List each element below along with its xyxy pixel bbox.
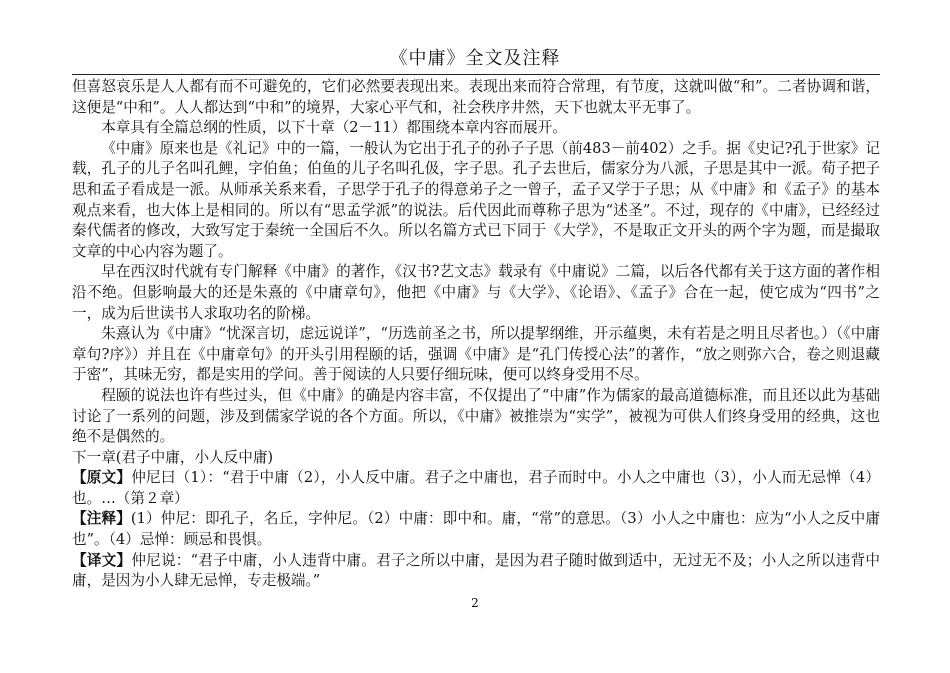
original-text-tag: 【原文】 <box>72 469 132 487</box>
next-chapter-heading: 下一章(君子中庸，小人反中庸) <box>72 448 274 466</box>
paragraph-4: 早在西汉时代就有专门解释《中庸》的著作，《汉书?艺文志》载录有《中庸说》二篇，以后各代都有关于这方面的著作相沿不绝。但影响最大的还是朱熹的《中庸章句》，他把《中庸》与《大学》、《论语》、《孟子》合在一起，使它成为“四书”之一，成为后世读书人求取功名的阶梯。 <box>72 263 880 322</box>
annotation-tag: 【注释】 <box>72 510 131 528</box>
paragraph-3: 《中庸》原来也是《礼记》中的一篇，一般认为它出于孔子的孙子子思（前483－前402）之手。据《史记?孔于世家》记载，孔子的儿子名叫孔鲤，字伯鱼；伯鱼的儿子名叫孔伋，字子思。孔子去世后，儒家分为八派，子思是其中一派。荀子把子思和孟子看成是一派。从师承关系来看，子思学于孔子的得意弟子之一曾子，孟子又学于子思；从《中庸》和《孟子》的基本观点来看，也大体上是相同的。所以有“思孟学派”的说法。后代因此而尊称子思为“述圣”。不过，现存的《中庸》，已经经过秦代儒者的修改，大致写定于秦统一全国后不久。所以名篇方式已下同于《大学》，不是取正文开头的两个字为题，而是撮取文章的中心内容为题了。 <box>72 139 880 260</box>
paragraph-5: 朱熹认为《中庸》“忧深言切，虑远说详”，“历选前圣之书，所以提挈纲维，开示蕴奥，未有若是之明且尽者也。）（《中庸章句?序》）并且在《中庸章句》的开头引用程颐的话，强调《中庸》是“孔门传授心法”的著作，“放之则弥六合，卷之则退藏于密”，其味无穷，都是实用的学问。善于阅读的人只要仔细玩味，便可以终身受用不尽。 <box>72 325 880 384</box>
translation-tag: 【译文】 <box>72 551 132 569</box>
annotation-section <box>72 509 880 550</box>
page-number: 2 <box>471 596 479 610</box>
translation-section <box>72 551 880 592</box>
paragraph-2: 本章具有全篇总纲的性质，以下十章（2－11）都围绕本章内容而展开。 <box>101 119 567 137</box>
document-title: 《中庸》全文及注释 <box>389 48 561 69</box>
translation-content: 仲尼说：“君子中庸，小人违背中庸。君子之所以中庸，是因为君子随时做到适中，无过无不及；小人之所以违背中庸，是因为小人肆无忌惮，专走极端。” <box>72 551 880 590</box>
original-text-section <box>72 468 880 509</box>
original-text-content: 仲尼曰（1）：“君于中庸（2），小人反中庸。君子之中庸也，君子而时中。小人之中庸也（3），小人而无忌惮（4）也。…（第２章） <box>72 469 880 507</box>
annotation-content: (1）仲尼：即孔子，名丘，字仲尼。（2）中庸：即中和。庸，“常”的意思。（3）小人之中庸也：应为“小人之反中庸也”。（4）忌惮：顾忌和畏惧。 <box>72 510 880 549</box>
document-body <box>72 77 880 592</box>
paragraph-1: 但喜怒哀乐是人人都有而不可避免的，它们必然要表现出来。表现出来而符合常理，有节度，这就叫做“和”。二者协调和谐，这便是“中和”。人人都达到“中和”的境界，大家心平气和，社会秩序井然，天下也就太平无事了。 <box>72 78 880 116</box>
paragraph-6: 程颐的说法也许有些过头，但《中庸》的确是内容丰富，不仅提出了“中庸”作为儒家的最高道德标准，而且还以此为基础讨论了一系列的问题，涉及到儒家学说的各个方面。所以，《中庸》被推崇为“实学”，被视为可供人们终身受用的经典，这也绝不是偶然的。 <box>72 386 880 446</box>
header-divider <box>72 74 880 75</box>
